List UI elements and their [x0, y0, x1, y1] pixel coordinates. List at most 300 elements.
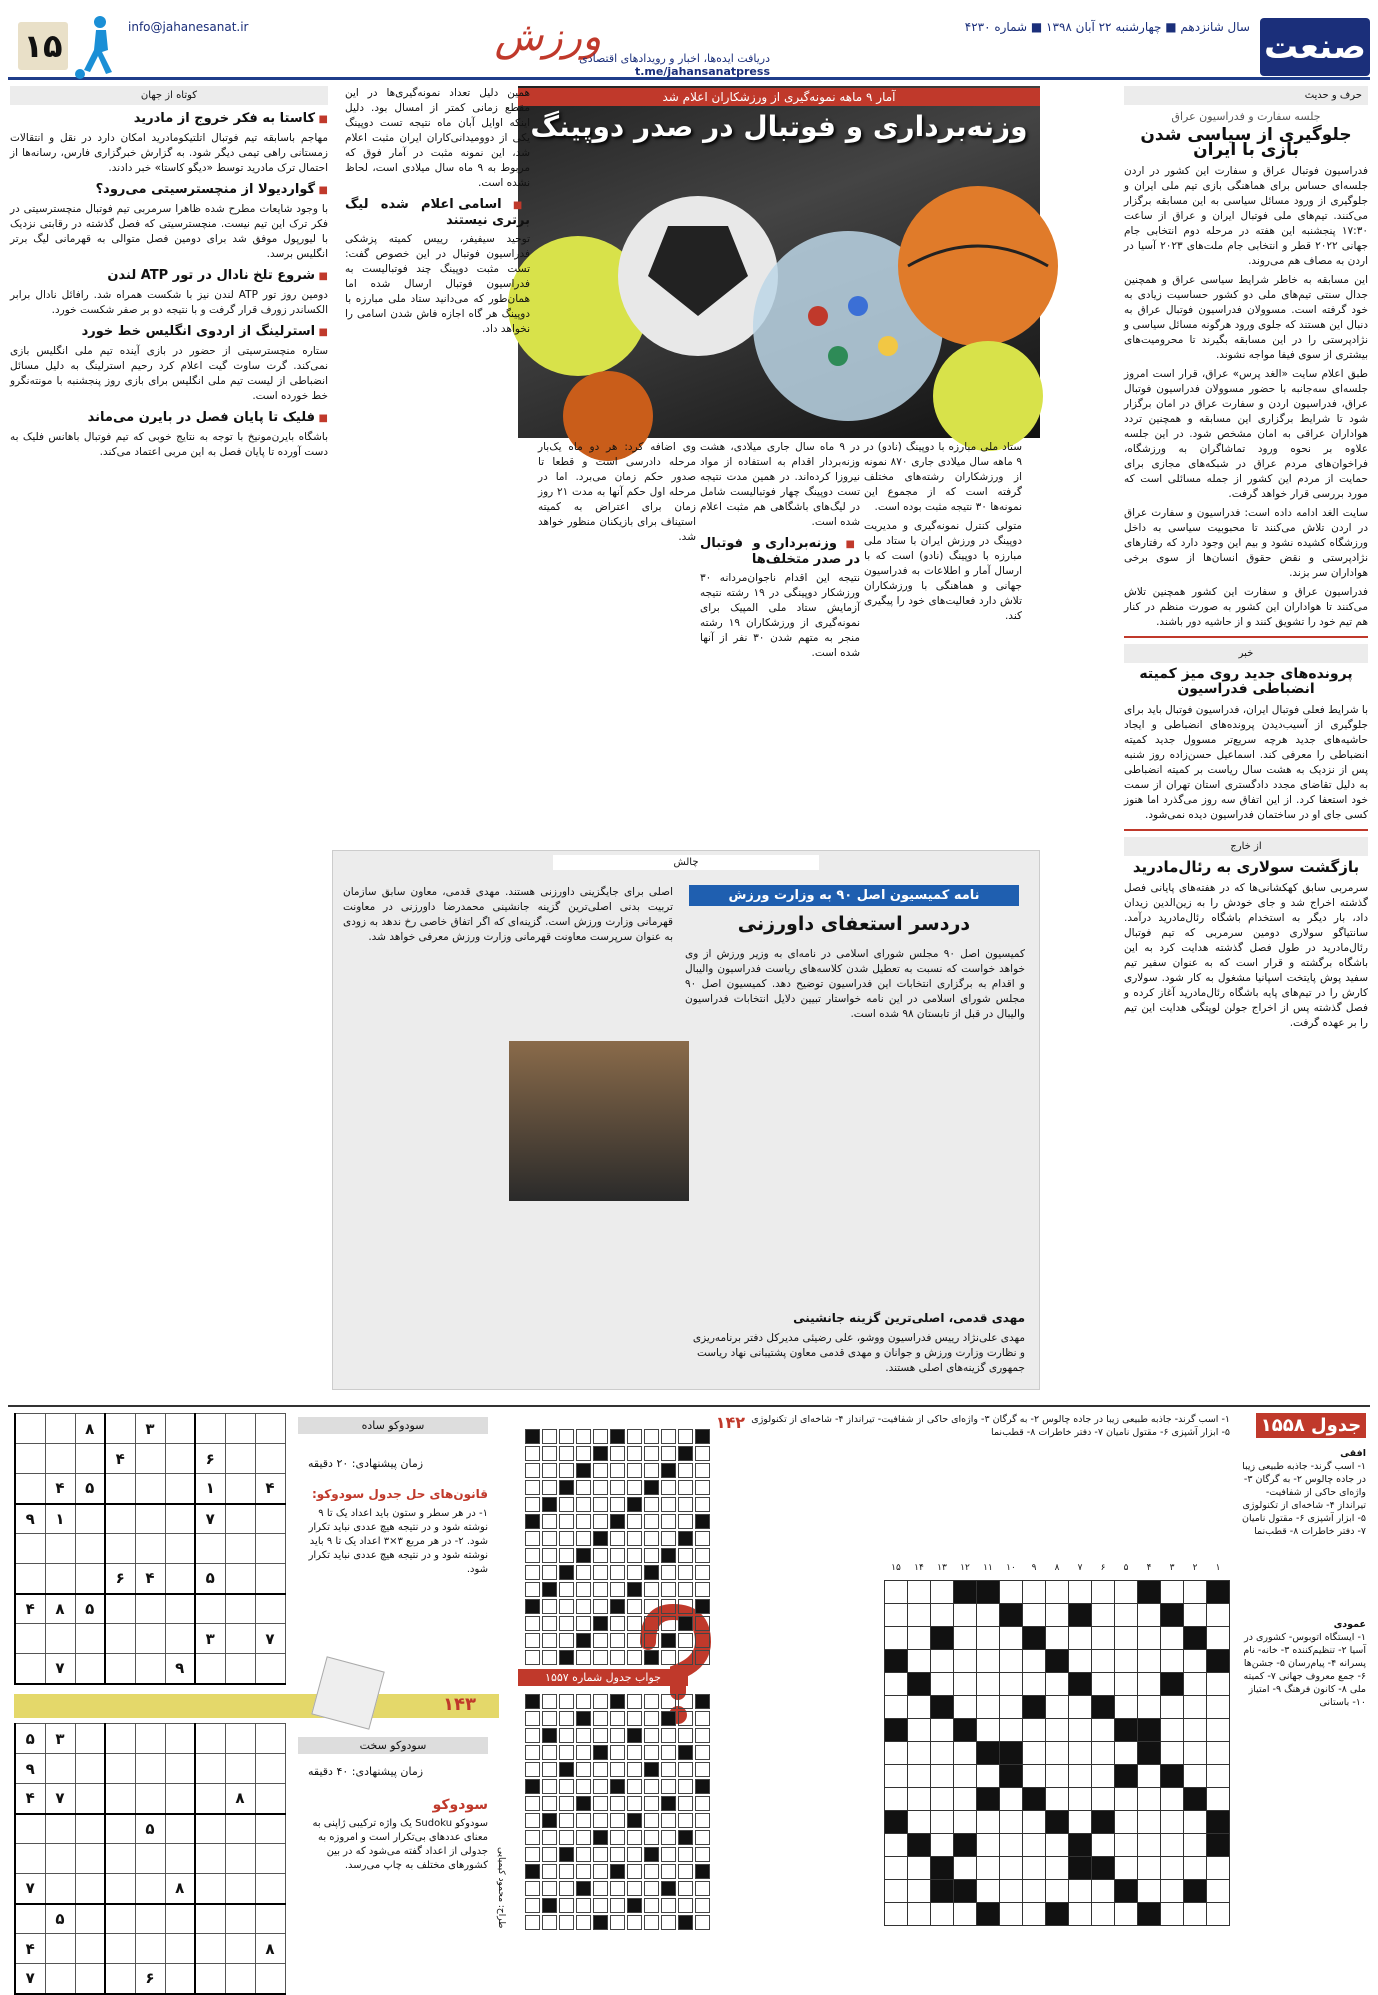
sudoku-cell[interactable] — [195, 1414, 225, 1444]
sudoku-cell[interactable]: ۷ — [45, 1654, 75, 1684]
sudoku-cell[interactable] — [105, 1624, 135, 1654]
crossword-cell[interactable] — [1207, 1810, 1230, 1833]
crossword-cell[interactable] — [931, 1741, 954, 1764]
crossword-cell[interactable] — [1092, 1580, 1115, 1603]
sudoku-cell[interactable] — [225, 1414, 255, 1444]
sudoku-cell[interactable] — [225, 1474, 255, 1504]
crossword-cell[interactable] — [1207, 1626, 1230, 1649]
crossword-cell[interactable] — [931, 1787, 954, 1810]
crossword-cell[interactable] — [1184, 1764, 1207, 1787]
sudoku-cell[interactable] — [15, 1564, 45, 1594]
crossword-cell[interactable] — [977, 1810, 1000, 1833]
sudoku-cell[interactable]: ۹ — [165, 1654, 195, 1684]
crossword-cell[interactable] — [977, 1672, 1000, 1695]
sudoku-cell[interactable] — [255, 1534, 285, 1564]
sudoku-cell[interactable] — [255, 1754, 285, 1784]
crossword-cell[interactable] — [1092, 1879, 1115, 1902]
sudoku-cell[interactable]: ۶ — [135, 1964, 165, 1994]
crossword-cell[interactable] — [1069, 1856, 1092, 1879]
crossword-cell[interactable] — [1000, 1902, 1023, 1925]
crossword-cell[interactable] — [1207, 1741, 1230, 1764]
crossword-cell[interactable] — [885, 1764, 908, 1787]
sudoku-cell[interactable] — [135, 1724, 165, 1754]
crossword-cell[interactable] — [1115, 1856, 1138, 1879]
crossword-cell[interactable] — [885, 1879, 908, 1902]
crossword-cell[interactable] — [954, 1787, 977, 1810]
crossword-cell[interactable] — [977, 1603, 1000, 1626]
sudoku-cell[interactable] — [45, 1844, 75, 1874]
crossword-cell[interactable] — [1138, 1787, 1161, 1810]
crossword-cell[interactable] — [954, 1879, 977, 1902]
crossword-cell[interactable] — [1000, 1764, 1023, 1787]
sudoku-cell[interactable] — [255, 1844, 285, 1874]
crossword-cell[interactable] — [931, 1649, 954, 1672]
sudoku-cell[interactable] — [75, 1444, 105, 1474]
crossword-cell[interactable] — [1000, 1626, 1023, 1649]
sudoku-cell[interactable] — [135, 1754, 165, 1784]
crossword-cell[interactable] — [1023, 1580, 1046, 1603]
crossword-cell[interactable] — [908, 1879, 931, 1902]
crossword-cell[interactable] — [1115, 1833, 1138, 1856]
sudoku-cell[interactable] — [15, 1624, 45, 1654]
crossword-cell[interactable] — [1000, 1787, 1023, 1810]
crossword-cell[interactable] — [1069, 1672, 1092, 1695]
crossword-cell[interactable] — [1161, 1741, 1184, 1764]
sudoku-cell[interactable] — [135, 1594, 165, 1624]
sudoku-cell[interactable] — [225, 1724, 255, 1754]
crossword-cell[interactable] — [977, 1764, 1000, 1787]
crossword-cell[interactable] — [908, 1856, 931, 1879]
sudoku-cell[interactable] — [225, 1934, 255, 1964]
sudoku-cell[interactable]: ۱ — [195, 1474, 225, 1504]
crossword-cell[interactable] — [1115, 1603, 1138, 1626]
sudoku-cell[interactable] — [225, 1654, 255, 1684]
sudoku-cell[interactable]: ۱ — [45, 1504, 75, 1534]
crossword-cell[interactable] — [1023, 1879, 1046, 1902]
crossword-cell[interactable] — [1092, 1856, 1115, 1879]
sudoku-cell[interactable] — [75, 1534, 105, 1564]
crossword-cell[interactable] — [931, 1695, 954, 1718]
sudoku-cell[interactable] — [105, 1474, 135, 1504]
crossword-cell[interactable] — [1092, 1672, 1115, 1695]
crossword-cell[interactable] — [908, 1764, 931, 1787]
crossword-cell[interactable] — [1000, 1856, 1023, 1879]
crossword-cell[interactable] — [1046, 1603, 1069, 1626]
crossword-cell[interactable] — [1184, 1741, 1207, 1764]
crossword-cell[interactable] — [954, 1603, 977, 1626]
crossword-cell[interactable] — [931, 1833, 954, 1856]
crossword-cell[interactable] — [1184, 1787, 1207, 1810]
crossword-cell[interactable] — [977, 1718, 1000, 1741]
crossword-cell[interactable] — [1023, 1672, 1046, 1695]
crossword-cell[interactable] — [1138, 1672, 1161, 1695]
crossword-cell[interactable] — [1184, 1695, 1207, 1718]
sudoku-cell[interactable]: ۸ — [165, 1874, 195, 1904]
sudoku-cell[interactable] — [105, 1814, 135, 1844]
crossword-cell[interactable] — [1046, 1741, 1069, 1764]
sudoku-cell[interactable] — [135, 1784, 165, 1814]
crossword-cell[interactable] — [1069, 1649, 1092, 1672]
sudoku-cell[interactable] — [255, 1874, 285, 1904]
sudoku-cell[interactable] — [165, 1904, 195, 1934]
sudoku-cell[interactable] — [195, 1534, 225, 1564]
crossword-cell[interactable] — [908, 1787, 931, 1810]
sudoku-cell[interactable] — [225, 1504, 255, 1534]
crossword-cell[interactable] — [1000, 1718, 1023, 1741]
crossword-cell[interactable] — [885, 1695, 908, 1718]
sudoku-cell[interactable]: ۸ — [45, 1594, 75, 1624]
sudoku-cell[interactable]: ۵ — [75, 1594, 105, 1624]
sudoku-cell[interactable] — [135, 1444, 165, 1474]
crossword-cell[interactable] — [1207, 1902, 1230, 1925]
crossword-cell[interactable] — [1115, 1902, 1138, 1925]
crossword-cell[interactable] — [1023, 1902, 1046, 1925]
crossword-cell[interactable] — [1161, 1764, 1184, 1787]
crossword-cell[interactable] — [1069, 1902, 1092, 1925]
sudoku-cell[interactable] — [45, 1444, 75, 1474]
crossword-cell[interactable] — [908, 1626, 931, 1649]
sudoku-cell[interactable] — [75, 1504, 105, 1534]
crossword-cell[interactable] — [1000, 1741, 1023, 1764]
crossword-cell[interactable] — [977, 1856, 1000, 1879]
sudoku-cell[interactable] — [75, 1874, 105, 1904]
crossword-cell[interactable] — [1207, 1718, 1230, 1741]
crossword-cell[interactable] — [1115, 1649, 1138, 1672]
sudoku-cell[interactable] — [135, 1654, 165, 1684]
crossword-cell[interactable] — [1069, 1580, 1092, 1603]
sudoku-hard-grid[interactable] — [14, 1723, 286, 1995]
crossword-cell[interactable] — [954, 1718, 977, 1741]
crossword-cell[interactable] — [1046, 1810, 1069, 1833]
sudoku-cell[interactable] — [105, 1724, 135, 1754]
sudoku-cell[interactable] — [195, 1964, 225, 1994]
crossword-cell[interactable] — [1046, 1787, 1069, 1810]
crossword-cell[interactable] — [885, 1741, 908, 1764]
sudoku-cell[interactable] — [105, 1934, 135, 1964]
sudoku-cell[interactable] — [255, 1724, 285, 1754]
crossword-cell[interactable] — [885, 1787, 908, 1810]
sudoku-cell[interactable] — [195, 1934, 225, 1964]
crossword-cell[interactable] — [1184, 1810, 1207, 1833]
crossword-cell[interactable] — [931, 1856, 954, 1879]
sudoku-cell[interactable] — [45, 1624, 75, 1654]
crossword-cell[interactable] — [954, 1580, 977, 1603]
crossword-cell[interactable] — [1000, 1580, 1023, 1603]
crossword-cell[interactable] — [1069, 1626, 1092, 1649]
sudoku-cell[interactable] — [255, 1904, 285, 1934]
crossword-cell[interactable] — [885, 1856, 908, 1879]
crossword-cell[interactable] — [1161, 1902, 1184, 1925]
crossword-cell[interactable] — [954, 1856, 977, 1879]
crossword-cell[interactable] — [1115, 1879, 1138, 1902]
crossword-cell[interactable] — [1138, 1649, 1161, 1672]
crossword-cell[interactable] — [954, 1672, 977, 1695]
crossword-cell[interactable] — [1115, 1672, 1138, 1695]
sudoku-cell[interactable] — [75, 1784, 105, 1814]
sudoku-cell[interactable] — [195, 1874, 225, 1904]
crossword-cell[interactable] — [1161, 1787, 1184, 1810]
sudoku-cell[interactable] — [225, 1534, 255, 1564]
sudoku-cell[interactable] — [165, 1934, 195, 1964]
crossword-cell[interactable] — [1023, 1626, 1046, 1649]
crossword-cell[interactable] — [954, 1810, 977, 1833]
sudoku-cell[interactable] — [105, 1964, 135, 1994]
crossword-cell[interactable] — [954, 1833, 977, 1856]
crossword-cell[interactable] — [1092, 1649, 1115, 1672]
sudoku-cell[interactable] — [15, 1474, 45, 1504]
crossword-cell[interactable] — [1138, 1695, 1161, 1718]
sudoku-cell[interactable] — [45, 1814, 75, 1844]
sudoku-cell[interactable] — [165, 1534, 195, 1564]
sudoku-cell[interactable] — [45, 1964, 75, 1994]
crossword-cell[interactable] — [1207, 1695, 1230, 1718]
sudoku-cell[interactable] — [255, 1504, 285, 1534]
crossword-cell[interactable] — [908, 1902, 931, 1925]
crossword-cell[interactable] — [931, 1764, 954, 1787]
crossword-cell[interactable] — [1115, 1810, 1138, 1833]
sudoku-cell[interactable] — [225, 1964, 255, 1994]
crossword-cell[interactable] — [1184, 1580, 1207, 1603]
crossword-cell[interactable] — [977, 1741, 1000, 1764]
crossword-cell[interactable] — [1138, 1603, 1161, 1626]
crossword-cell[interactable] — [1023, 1695, 1046, 1718]
sudoku-cell[interactable]: ۹ — [15, 1754, 45, 1784]
crossword-cell[interactable] — [1023, 1741, 1046, 1764]
crossword-cell[interactable] — [1161, 1626, 1184, 1649]
crossword-cell[interactable] — [885, 1902, 908, 1925]
crossword-cell[interactable] — [1092, 1902, 1115, 1925]
sudoku-cell[interactable] — [105, 1414, 135, 1444]
sudoku-cell[interactable] — [195, 1724, 225, 1754]
sudoku-cell[interactable] — [255, 1414, 285, 1444]
sudoku-cell[interactable]: ۵ — [15, 1724, 45, 1754]
crossword-cell[interactable] — [977, 1787, 1000, 1810]
sudoku-cell[interactable] — [45, 1414, 75, 1444]
crossword-cell[interactable] — [1184, 1649, 1207, 1672]
sudoku-easy-grid[interactable] — [14, 1413, 286, 1685]
crossword-cell[interactable] — [977, 1695, 1000, 1718]
sudoku-cell[interactable] — [45, 1874, 75, 1904]
sudoku-cell[interactable]: ۴ — [105, 1444, 135, 1474]
sudoku-cell[interactable] — [105, 1534, 135, 1564]
crossword-cell[interactable] — [1207, 1649, 1230, 1672]
crossword-cell[interactable] — [908, 1603, 931, 1626]
sudoku-cell[interactable] — [135, 1904, 165, 1934]
crossword-cell[interactable] — [1161, 1718, 1184, 1741]
crossword-cell[interactable] — [885, 1672, 908, 1695]
crossword-cell[interactable] — [1207, 1787, 1230, 1810]
crossword-cell[interactable] — [1115, 1626, 1138, 1649]
crossword-cell[interactable] — [1023, 1603, 1046, 1626]
sudoku-cell[interactable]: ۷ — [255, 1624, 285, 1654]
sudoku-cell[interactable] — [75, 1724, 105, 1754]
crossword-cell[interactable] — [1184, 1626, 1207, 1649]
crossword-cell[interactable] — [908, 1580, 931, 1603]
crossword-cell[interactable] — [1092, 1833, 1115, 1856]
crossword-cell[interactable] — [908, 1741, 931, 1764]
crossword-cell[interactable] — [1092, 1603, 1115, 1626]
sudoku-cell[interactable] — [45, 1754, 75, 1784]
crossword-cell[interactable] — [1092, 1787, 1115, 1810]
sudoku-cell[interactable] — [195, 1844, 225, 1874]
sudoku-cell[interactable] — [165, 1844, 195, 1874]
crossword-cell[interactable] — [1069, 1718, 1092, 1741]
sudoku-cell[interactable]: ۸ — [255, 1934, 285, 1964]
sudoku-cell[interactable] — [45, 1564, 75, 1594]
sudoku-cell[interactable] — [165, 1414, 195, 1444]
sudoku-cell[interactable]: ۷ — [45, 1784, 75, 1814]
sudoku-cell[interactable] — [165, 1964, 195, 1994]
crossword-cell[interactable] — [1184, 1603, 1207, 1626]
sudoku-cell[interactable] — [105, 1504, 135, 1534]
crossword-cell[interactable] — [1069, 1764, 1092, 1787]
sudoku-cell[interactable]: ۴ — [135, 1564, 165, 1594]
crossword-cell[interactable] — [1023, 1649, 1046, 1672]
crossword-cell[interactable] — [1184, 1856, 1207, 1879]
crossword-cell[interactable] — [954, 1902, 977, 1925]
crossword-cell[interactable] — [977, 1833, 1000, 1856]
crossword-cell[interactable] — [1207, 1580, 1230, 1603]
crossword-cell[interactable] — [908, 1695, 931, 1718]
crossword-cell[interactable] — [885, 1580, 908, 1603]
crossword-cell[interactable] — [1161, 1856, 1184, 1879]
sudoku-cell[interactable] — [15, 1904, 45, 1934]
sudoku-cell[interactable] — [75, 1844, 105, 1874]
crossword-cell[interactable] — [1023, 1833, 1046, 1856]
crossword-cell[interactable] — [931, 1603, 954, 1626]
crossword-cell[interactable] — [954, 1741, 977, 1764]
sudoku-cell[interactable] — [75, 1754, 105, 1784]
sudoku-cell[interactable] — [75, 1654, 105, 1684]
crossword-cell[interactable] — [931, 1672, 954, 1695]
crossword-cell[interactable] — [908, 1833, 931, 1856]
sudoku-cell[interactable] — [165, 1784, 195, 1814]
sudoku-cell[interactable]: ۶ — [195, 1444, 225, 1474]
sudoku-cell[interactable] — [105, 1874, 135, 1904]
crossword-cell[interactable] — [1092, 1626, 1115, 1649]
sudoku-cell[interactable]: ۷ — [15, 1964, 45, 1994]
crossword-cell[interactable] — [885, 1603, 908, 1626]
sudoku-cell[interactable]: ۶ — [105, 1564, 135, 1594]
crossword-cell[interactable] — [1161, 1810, 1184, 1833]
sudoku-cell[interactable] — [225, 1904, 255, 1934]
crossword-cell[interactable] — [977, 1879, 1000, 1902]
crossword-cell[interactable] — [1138, 1764, 1161, 1787]
sudoku-cell[interactable] — [135, 1844, 165, 1874]
sudoku-cell[interactable] — [165, 1724, 195, 1754]
sudoku-cell[interactable] — [195, 1904, 225, 1934]
crossword-cell[interactable] — [1161, 1833, 1184, 1856]
crossword-cell[interactable] — [1092, 1810, 1115, 1833]
sudoku-cell[interactable] — [225, 1754, 255, 1784]
crossword-cell[interactable] — [1046, 1833, 1069, 1856]
sudoku-cell[interactable] — [45, 1934, 75, 1964]
sudoku-cell[interactable] — [75, 1814, 105, 1844]
sudoku-cell[interactable] — [165, 1444, 195, 1474]
sudoku-cell[interactable]: ۹ — [15, 1504, 45, 1534]
crossword-grid[interactable] — [884, 1557, 1230, 1926]
sudoku-cell[interactable] — [135, 1874, 165, 1904]
sudoku-cell[interactable] — [45, 1534, 75, 1564]
crossword-cell[interactable] — [1138, 1718, 1161, 1741]
crossword-cell[interactable] — [954, 1649, 977, 1672]
sudoku-cell[interactable] — [195, 1594, 225, 1624]
sudoku-cell[interactable] — [225, 1444, 255, 1474]
sudoku-cell[interactable] — [225, 1564, 255, 1594]
sudoku-cell[interactable]: ۴ — [255, 1474, 285, 1504]
crossword-cell[interactable] — [1046, 1764, 1069, 1787]
sudoku-cell[interactable] — [255, 1964, 285, 1994]
sudoku-cell[interactable] — [255, 1784, 285, 1814]
sudoku-cell[interactable]: ۳ — [135, 1414, 165, 1444]
crossword-cell[interactable] — [1069, 1833, 1092, 1856]
crossword-cell[interactable] — [1092, 1695, 1115, 1718]
crossword-cell[interactable] — [1000, 1879, 1023, 1902]
crossword-cell[interactable] — [1046, 1626, 1069, 1649]
crossword-cell[interactable] — [954, 1626, 977, 1649]
crossword-cell[interactable] — [1000, 1672, 1023, 1695]
crossword-cell[interactable] — [1000, 1649, 1023, 1672]
crossword-cell[interactable] — [885, 1649, 908, 1672]
sudoku-cell[interactable]: ۵ — [195, 1564, 225, 1594]
sudoku-cell[interactable] — [135, 1474, 165, 1504]
sudoku-cell[interactable] — [225, 1844, 255, 1874]
sudoku-cell[interactable] — [165, 1504, 195, 1534]
crossword-cell[interactable] — [885, 1810, 908, 1833]
crossword-cell[interactable] — [1023, 1764, 1046, 1787]
crossword-cell[interactable] — [1207, 1879, 1230, 1902]
crossword-cell[interactable] — [977, 1626, 1000, 1649]
crossword-cell[interactable] — [1046, 1902, 1069, 1925]
crossword-cell[interactable] — [954, 1695, 977, 1718]
sudoku-cell[interactable] — [225, 1814, 255, 1844]
crossword-cell[interactable] — [1207, 1603, 1230, 1626]
email-address[interactable]: info@jahanesanat.ir — [128, 20, 249, 34]
sudoku-cell[interactable] — [195, 1784, 225, 1814]
sudoku-cell[interactable] — [105, 1754, 135, 1784]
crossword-cell[interactable] — [1115, 1695, 1138, 1718]
sudoku-cell[interactable] — [255, 1814, 285, 1844]
sudoku-cell[interactable] — [105, 1784, 135, 1814]
crossword-cell[interactable] — [1046, 1649, 1069, 1672]
crossword-cell[interactable] — [954, 1764, 977, 1787]
crossword-cell[interactable] — [1115, 1580, 1138, 1603]
crossword-cell[interactable] — [1161, 1879, 1184, 1902]
crossword-cell[interactable] — [885, 1833, 908, 1856]
crossword-cell[interactable] — [908, 1810, 931, 1833]
crossword-cell[interactable] — [1138, 1902, 1161, 1925]
sudoku-cell[interactable] — [195, 1754, 225, 1784]
sudoku-cell[interactable] — [75, 1934, 105, 1964]
crossword-cell[interactable] — [977, 1580, 1000, 1603]
sudoku-cell[interactable] — [15, 1654, 45, 1684]
crossword-cell[interactable] — [931, 1879, 954, 1902]
crossword-cell[interactable] — [1069, 1741, 1092, 1764]
sudoku-cell[interactable] — [75, 1904, 105, 1934]
crossword-cell[interactable] — [1115, 1764, 1138, 1787]
crossword-cell[interactable] — [1184, 1879, 1207, 1902]
sudoku-cell[interactable] — [15, 1414, 45, 1444]
sudoku-cell[interactable] — [165, 1814, 195, 1844]
sudoku-cell[interactable] — [105, 1844, 135, 1874]
sudoku-cell[interactable] — [135, 1504, 165, 1534]
sudoku-cell[interactable] — [75, 1564, 105, 1594]
crossword-cell[interactable] — [1023, 1856, 1046, 1879]
sudoku-cell[interactable]: ۷ — [195, 1504, 225, 1534]
sudoku-cell[interactable] — [75, 1964, 105, 1994]
crossword-cell[interactable] — [1023, 1787, 1046, 1810]
sudoku-cell[interactable]: ۴ — [15, 1934, 45, 1964]
